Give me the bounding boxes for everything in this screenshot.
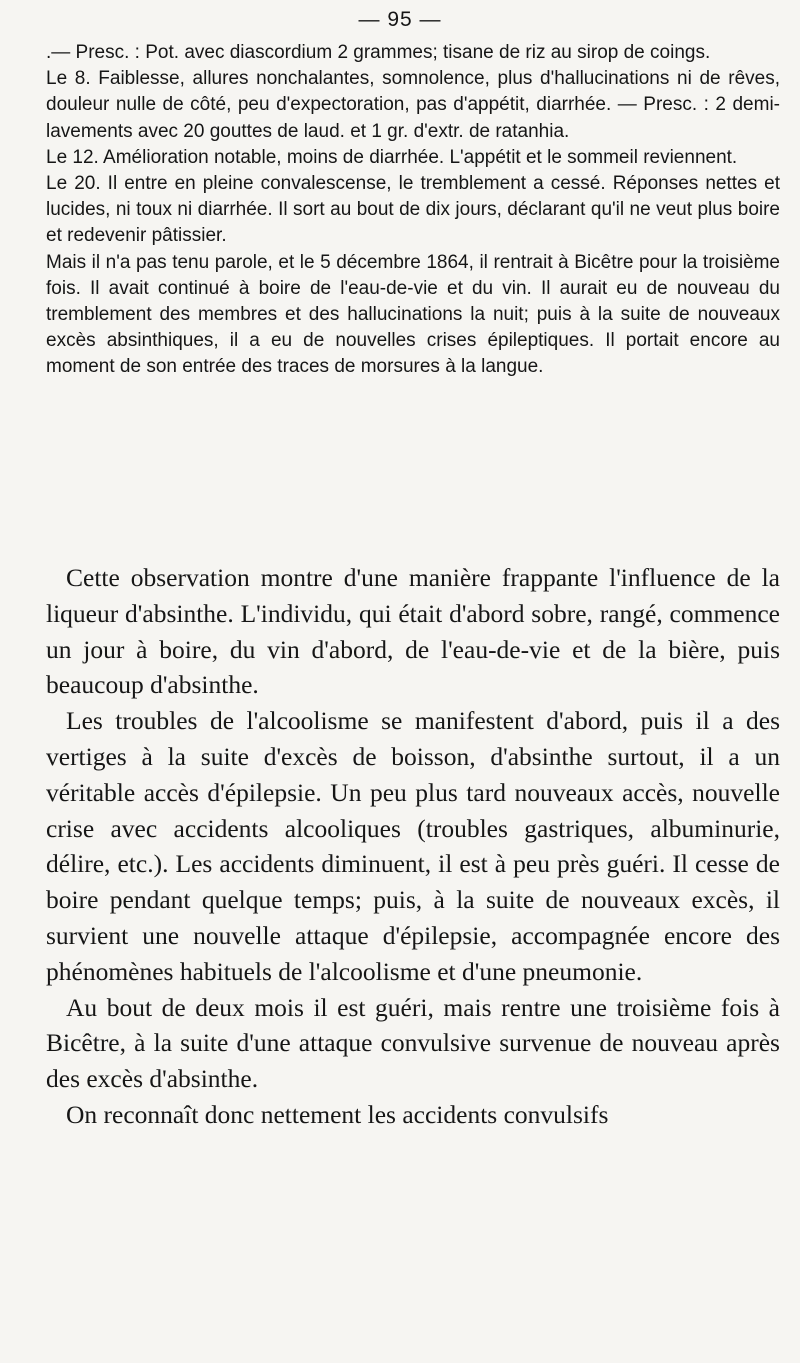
observation-paragraph: .— Presc. : Pot. avec diascordium 2 grammes; tisane de riz au sirop de coings.	[46, 42, 711, 63]
observation-paragraph: Le 12. Amélioration notable, moins de diarrhée. L'appétit et le sommeil reviennent.	[46, 146, 738, 168]
observation-paragraph: Le 20. Il entre en pleine convalescense, le tremblement a cessé. Réponses nettes et lucides, ni toux ni diarrhée. Il sort au bout de dix jours, déclarant qu'il ne veut plus boire et redevenir pâtissier.	[46, 173, 780, 247]
commentary-paragraph: Les troubles de l'alcoolisme se manifestent d'abord, puis il a des vertiges à la suite d'excès de boisson, d'absinthe surtout, il a un véritable accès d'épilepsie. Un peu plus tard nouveaux accès, nouvelle crise avec accidents alcooliques (troubles gastriques, albuminurie, délire, etc.). Les accidents diminuent, il est à peu près guéri. Il cesse de boire pendant quelque temps; puis, à la suite de nouveaux excès, il survient une nouvelle attaque d'épilepsie, accompagnée encore des phénomènes habituels de l'alcoolisme et d'une pneumonie.	[46, 706, 780, 986]
commentary-paragraph: Au bout de deux mois il est guéri, mais rentre une troisième fois à Bicêtre, à la suite d'une attaque convulsive survenue de nouveau après des excès d'absinthe.	[46, 992, 780, 1094]
clinical-observation-notes	[46, 40, 780, 381]
observation-paragraph: Le 8. Faiblesse, allures nonchalantes, somnolence, plus d'hallucinations ni de rêves, douleur nulle de côté, peu d'expectoration, pas d'appétit, diarrhée. — Presc. : 2 demi-lavements avec 20 gouttes de laud. et 1 gr. d'extr. de ratanhia.	[46, 68, 780, 142]
commentary-text	[46, 560, 780, 1133]
commentary-paragraph: Cette observation montre d'une manière frappante l'influence de la liqueur d'absinthe. L'individu, qui était d'abord sobre, rangé, commence un jour à boire, du vin d'abord, de l'eau-de-vie et de la bière, puis beaucoup d'absinthe.	[46, 563, 780, 700]
page-number: — 95 —	[358, 8, 442, 31]
observation-paragraph: Mais il n'a pas tenu parole, et le 5 décembre 1864, il rentrait à Bicêtre pour la troisième fois. Il avait continué à boire de l'eau-de-vie et du vin. Il aurait eu de nouveau du tremblement des membres et des hallucinations la nuit; puis à la suite de nouveaux excès absinthiques, il a eu de nouvelles crises épileptiques. Il portait encore au moment de son entrée des traces de morsures à la langue.	[46, 251, 780, 378]
commentary-paragraph: On reconnaît donc nettement les accidents convulsifs	[66, 1099, 609, 1129]
